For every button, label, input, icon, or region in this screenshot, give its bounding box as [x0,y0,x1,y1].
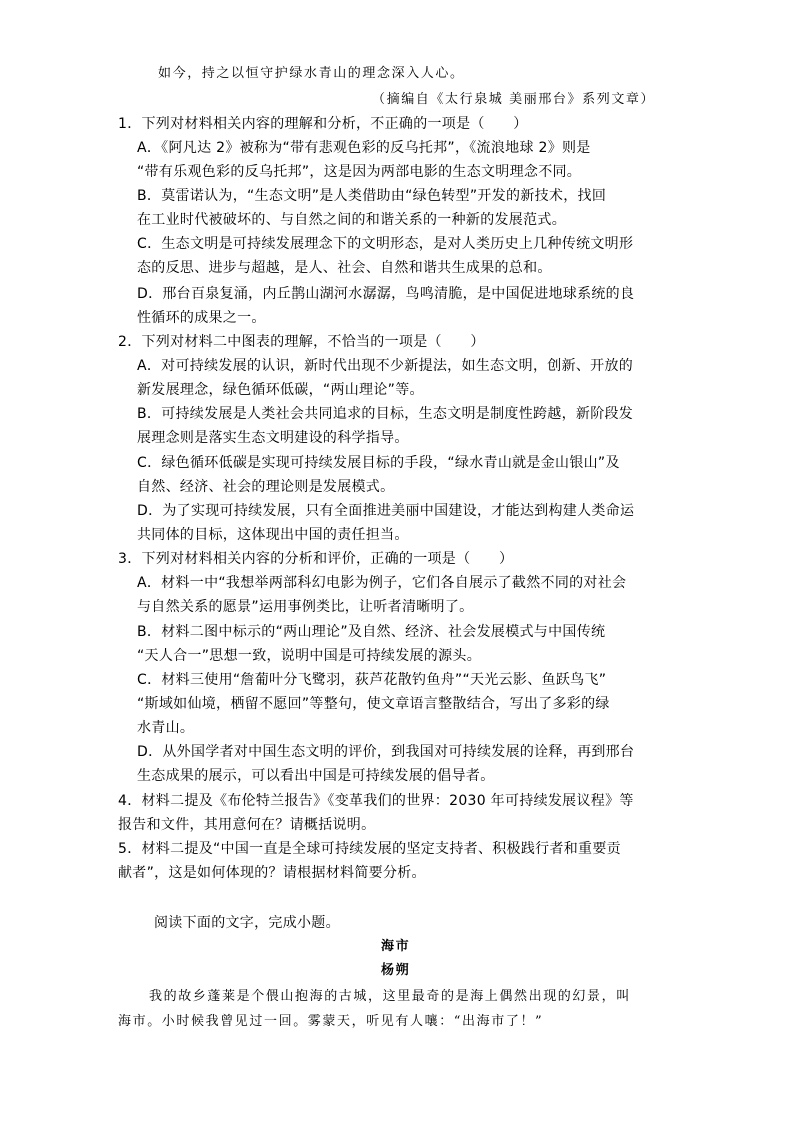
q1-option-c-line1: C．生态文明是可持续发展理念下的文明形态，是对人类历史上几种传统文明形 [137,236,634,252]
q3-option-d-line1: D．从外国学者对中国生态文明的评价，到我国对可持续发展的诠释，再到邢台 [137,744,635,760]
article-title: 海市 [381,939,411,954]
question-4-stem-line1: 4．材料二提及《布伦特兰报告》《变革我们的世界：2030 年可持续发展议程》等 [118,793,634,809]
q3-option-d-line2: 生态成果的展示，可以看出中国是可持续发展的倡导者。 [137,768,495,784]
question-1-stem: 1．下列对材料相关内容的理解和分析，不正确的一项是（ ） [118,116,528,132]
q2-option-b-line1: B．可持续发展是人类社会共同追求的目标，生态文明是制度性跨越，新阶段发 [137,406,634,422]
question-4-stem-line2: 报告和文件，其用意何在？请概括说明。 [118,817,376,833]
q2-option-b-line2: 展理念则是落实生态文明建设的科学指导。 [137,430,409,446]
q2-option-d-line2: 共同体的目标，这体现出中国的责任担当。 [137,527,409,543]
q3-option-c-line1: C．材料三使用“詹葡叶分飞鹭羽，荻芦花散钓鱼舟”“天光云影、鱼跃鸟飞” [137,672,607,688]
q2-option-a-line1: A．对可持续发展的认识，新时代出现不少新提法，如生态文明，创新、开放的 [137,358,634,374]
question-3-stem: 3．下列对材料相关内容的分析和评价，正确的一项是（ ） [118,551,514,567]
q1-option-d-line2: 性循环的成果之一。 [137,310,266,326]
q2-option-a-line2: 新发展理念，绿色循环低碳，“两山理论”等。 [137,382,424,398]
q1-option-a-line2: “带有乐观色彩的反乌托邦”，这是因为两部电影的生态文明理念不同。 [137,164,582,180]
question-5-stem-line1: 5．材料二提及“中国一直是全球可持续发展的坚定支持者、积极践行者和重要贡 [118,841,621,857]
article-author: 杨朔 [381,963,411,978]
q3-option-a-line2: 与自然关系的愿景”运用事例类比，让听者清晰明了。 [137,599,474,615]
question-2-stem: 2．下列对材料二中图表的理解，不恰当的一项是（ ） [118,334,485,350]
q2-option-d-line1: D．为了实现可持续发展，只有全面推进美丽中国建设，才能达到构建人类命运 [137,503,635,519]
q2-option-c-line1: C．绿色循环低碳是实现可持续发展目标的手段，“绿水青山就是金山银山”及 [137,455,620,471]
article-paragraph-line1: 我的故乡蓬莱是个偎山抱海的古城，这里最奇的是海上偶然出现的幻景，叫 [149,989,631,1004]
q3-option-a-line1: A．材料一中“我想举两部科幻电影为例子，它们各自展示了截然不同的对社会 [137,575,627,591]
passage-closing-line: 如今，持之以恒守护绿水青山的理念深入人心。 [158,66,465,81]
q1-option-d-line1: D．邢台百泉复涌，内丘鹊山湖河水潺潺，鸟鸣清脆，是中国促进地球系统的良 [137,286,635,302]
q1-option-c-line2: 态的反思、进步与超越，是人、社会、自然和谐共生成果的总和。 [137,260,552,276]
passage-citation: （摘编自《太行泉城 美丽邢台》系列文章） [372,92,656,107]
q3-option-c-line3: 水青山。 [137,720,195,736]
q1-option-a-line1: A．《阿凡达 2》被称为“带有悲观色彩的反乌托邦”，《流浪地球 2》则是 [137,140,591,156]
article-paragraph-line2: 海市。小时候我曾见过一回。雾蒙天，听见有人嚷：“出海市了！” [118,1014,544,1029]
q1-option-b-line1: B．莫雷诺认为，“生态文明”是人类借助由“绿色转型”开发的新技术，找回 [137,188,607,204]
section-instruction: 阅读下面的文字，完成小题。 [154,915,340,931]
q3-option-c-line2: “斯域如仙境，栖留不愿回”等整句，使文章语言整散结合，写出了多彩的绿 [137,696,610,712]
question-5-stem-line2: 献者”，这是如何体现的？请根据材料简要分析。 [118,865,426,881]
q3-option-b-line2: “天人合一”思想一致，说明中国是可持续发展的源头。 [137,648,482,664]
q1-option-b-line2: 在工业时代被破坏的、与自然之间的和谐关系的一种新的发展范式。 [137,212,566,228]
q3-option-b-line1: B．材料二图中标示的“两山理论”及自然、经济、社会发展模式与中国传统 [137,624,606,640]
q2-option-c-line2: 自然、经济、社会的理论则是发展模式。 [137,479,395,495]
